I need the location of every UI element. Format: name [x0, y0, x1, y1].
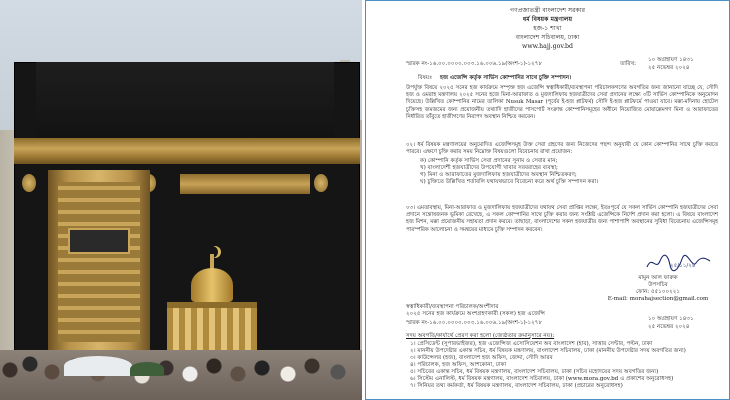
green-umbrella — [130, 362, 164, 376]
point-2: ০২। ধর্ম বিষয়ক মন্ত্রণালয়ের অনুমোদিত এজেন্সিসমূহ উক্ত সেবা গ্রহণের জন্য নিজেদের পছন্দ অনুযায়ী যে কোন কোম্পানির সাথে চুক্তি করতে পারবে। এক্ষণে চুক্তি করার সময় নিম্নোক্ত বিষয়গুলো বিবেচনায় রাখা প্রয়োজন: — [406, 142, 718, 156]
recipient-title: স্বত্বাধিকারী/ব্যবস্থাপনা পরিচালক/অংশীদার — [406, 304, 499, 310]
kaaba-door — [58, 182, 140, 342]
date-bangla-2: ১০ অগ্রহায়ণ ১৪৩১ — [648, 316, 694, 322]
intro-paragraph: উপর্যুক্ত বিষয়ে ২০২৫ সনের হজ কার্যক্রমে সম্পৃক্ত হজ এজেন্সি স্বত্বাধিকারী/ব্যবস্থাপনা পরিচালকগণের অবগতির জন্য জানানো যাচ্ছে যে, সৌদি হজ ও ওমরাহ মন্ত্রণালয় ২০২৫ সনের হজে মিনা-আরাফাত ও মুজদালিফায় হজযাত্রীদের সেবা প্রদানের লক্ষ্যে ৩টি সার্ভিস কোম্পানিকে অনুমোদন দিয়েছে। উল্লিখিত কোম্পানির নামের তালিকা Nusuk Masar (পূর্বের ই-হজ প্লাটফর্ম) সৌদি ই-হজ প্লাটফর্মে পাওয়া যাবে। মক্কা-মদিনায় হোটেল চুক্তিসহ জমজমের জন্য প্রয়োজনীয় তথ্যাদি হাজীদের পাসপোর্ট সংক্রান্ত কোম্পানিসমূহের অধীনে নিয়োজিত মোয়াল্লেমগণ মিনা ও আরাফাতের নির্ধারিত তাঁবুতে হাজীগণের নিরাপদ অবস্থান নিশ্চিত করবেন। — [406, 85, 718, 120]
gold-calligraphy-band — [14, 138, 360, 164]
cc-item: ৭। সিনিয়র তথ্য কর্মকর্তা, ধর্ম বিষয়ক মন্ত্রণালয়, বাংলাদেশ সচিবালয়, ঢাকা (প্রচারের অনুরোধসহ) — [410, 383, 623, 389]
signatory-phone: ফোন: ৫৫১০০২২১ — [635, 289, 681, 295]
kaaba-photo — [0, 0, 362, 400]
gold-medallion — [314, 174, 328, 192]
date-english-2: ২৫ নভেম্বর ২০২৪ — [648, 324, 690, 330]
date-english: ২৫ নভেম্বর ২০২৪ — [648, 65, 690, 71]
cc-item: ৪। পরিচালক, হজ অফিস, আশকোনা, ঢাকা — [410, 362, 507, 368]
signatory-email: E-mail: morahajsection@gmail.com — [607, 296, 709, 302]
date-label: তারিখ: — [620, 61, 637, 67]
recipient-line-2: ২০২৫ সনের হজ কার্যক্রমে অংশগ্রহণকারী (সকল) হজ এজেন্সি — [406, 311, 545, 317]
official-letter — [365, 0, 730, 400]
bullet-ka: ক) কোম্পানি কর্তৃক সার্ভিস সেবা প্রদানের সুনাম ও সেবার মান; — [420, 158, 558, 164]
point-3: ০৩। এমতাবস্থায়, মিনা-আরাফাত ও মুজদালিফায় হজযাত্রীদের যথাযথ সেবা প্রাপ্তির লক্ষ্যে, ইতঃপূর্বে যে সকল সার্ভিস কোম্পানি হজযাত্রীদের সেবা প্রদানে সন্তোষজনক ভূমিকা রেখেছে, এ সকল কোম্পানির সাথে চুক্তি করার জন্য সংশ্লিষ্ট এজেন্সিকে নির্দেশ প্রদান করা হলো। এ বিষয়ে বাংলাদেশ হজ মিশন, মক্কা প্রয়োজনীয় সহায়তা প্রদান করবে। তাছাড়া, বাংলাদেশের সকল হজযাত্রীর জন্য পাশাপাশি অবস্থানের সুবিধা বিবেচনায় এজেন্সিসমূহ পারস্পরিক আলোচনা ও সমন্বয়ের মাধ্যমে চুক্তি সম্পাদন করবেন। — [406, 205, 718, 233]
signatory-name: মামুন আল ফারুক — [638, 275, 678, 281]
door-plaque — [68, 228, 130, 254]
signature-date: ২৫/১১/২৪ — [670, 263, 696, 269]
subject: হজ এজেন্সি কর্তৃক সার্ভিস কোম্পানির সাথে চুক্তি সম্পাদন। — [440, 75, 572, 81]
bullet-kha: খ) বাংলাদেশী হজযাত্রীদের উপযোগী খাবার সরবরাহের ব্যবস্থা; — [420, 165, 558, 171]
header-line-1: গণপ্রজাতন্ত্রী বাংলাদেশ সরকার — [509, 7, 586, 14]
cc-item: ৬। সিস্টেম এনালিস্ট, ধর্ম বিষয়ক মন্ত্রণালয়, বাংলাদেশ সচিবালয়, ঢাকা (www.mora.gov.bd এ প্রকাশের অনুরোধসহ) — [410, 376, 674, 382]
white-umbrella — [64, 356, 132, 376]
memo-number: স্মারক নং-১৬.০০.০০০০.০০৩.১৬.০০৬.১৯(অংশ-১)-১২৭৮ — [406, 61, 543, 67]
cc-item: ৩। কাউন্সেলর (হজ), বাংলাদেশ হজ অফিস, জেদ্দা, সৌদি আরব — [410, 355, 553, 361]
website: www.hajj.gov.bd — [522, 43, 573, 50]
pilgrim-crowd — [0, 350, 362, 400]
bullet-ga: গ) মিনা ও আরাফাতের মুজদালিফায় হজযাত্রীদের অবস্থান নিশ্চিতকরণ; — [420, 172, 577, 178]
kaaba-top — [36, 62, 334, 142]
gold-calligraphy-panel — [180, 174, 310, 194]
crescent-icon — [206, 246, 218, 258]
memo-number-2: স্মারক নং-১৬.০০.০০০০.০০৩.১৬.০০৬.১৯(অংশ-১)-১২৭৮ — [406, 320, 543, 326]
header-line-2: ধর্ম বিষয়ক মন্ত্রণালয় — [522, 16, 573, 23]
cc-item: ২। মাননীয় উপদেষ্টার একান্ত সচিব, ধর্ম বিষয়ক মন্ত্রণালয়, বাংলাদেশ সচিবালয়, ঢাকা (মাননীয় উপদেষ্টার সদয় অবগতির জন্য) — [410, 348, 686, 354]
subject-label: বিষয়ঃ — [418, 75, 433, 81]
cc-label: সদয় অবগতি/কার্যার্থে প্রেরণ করা হলো (জ্যেষ্ঠতার ক্রমানুসারে নয়): — [406, 333, 555, 339]
bullet-gha: ঘ) চুক্তিতে উল্লিখিত শর্তাবলি যথাযথভাবে বিবেচনা করে অর্থ চুক্তি সম্পাদন করা। — [420, 179, 599, 185]
signatory-designation: উপসচিব — [648, 282, 668, 288]
date-bangla: ১০ অগ্রহায়ণ ১৪৩১ — [648, 57, 694, 63]
gold-dome — [191, 268, 233, 302]
cc-item: ১। প্রেসিডেন্ট (সুপারভাইজর), হজ এজেন্সিজ এসোসিয়েশন অব বাংলাদেশ (হাব), সাত্তার সেন্টার, পল্টন, ঢাকা — [410, 341, 653, 347]
header-line-3: হজ-১ শাখা — [533, 25, 562, 32]
gold-medallion — [22, 174, 36, 192]
cc-item: ৫। সচিবের একান্ত সচিব, ধর্ম বিষয়ক মন্ত্রণালয়, বাংলাদেশ সচিবালয়, ঢাকা (সচিব মহোদয়ের সদয় অবগতির জন্য) — [410, 369, 659, 375]
header-line-4: বাংলাদেশ সচিবালয়, ঢাকা — [515, 34, 580, 41]
